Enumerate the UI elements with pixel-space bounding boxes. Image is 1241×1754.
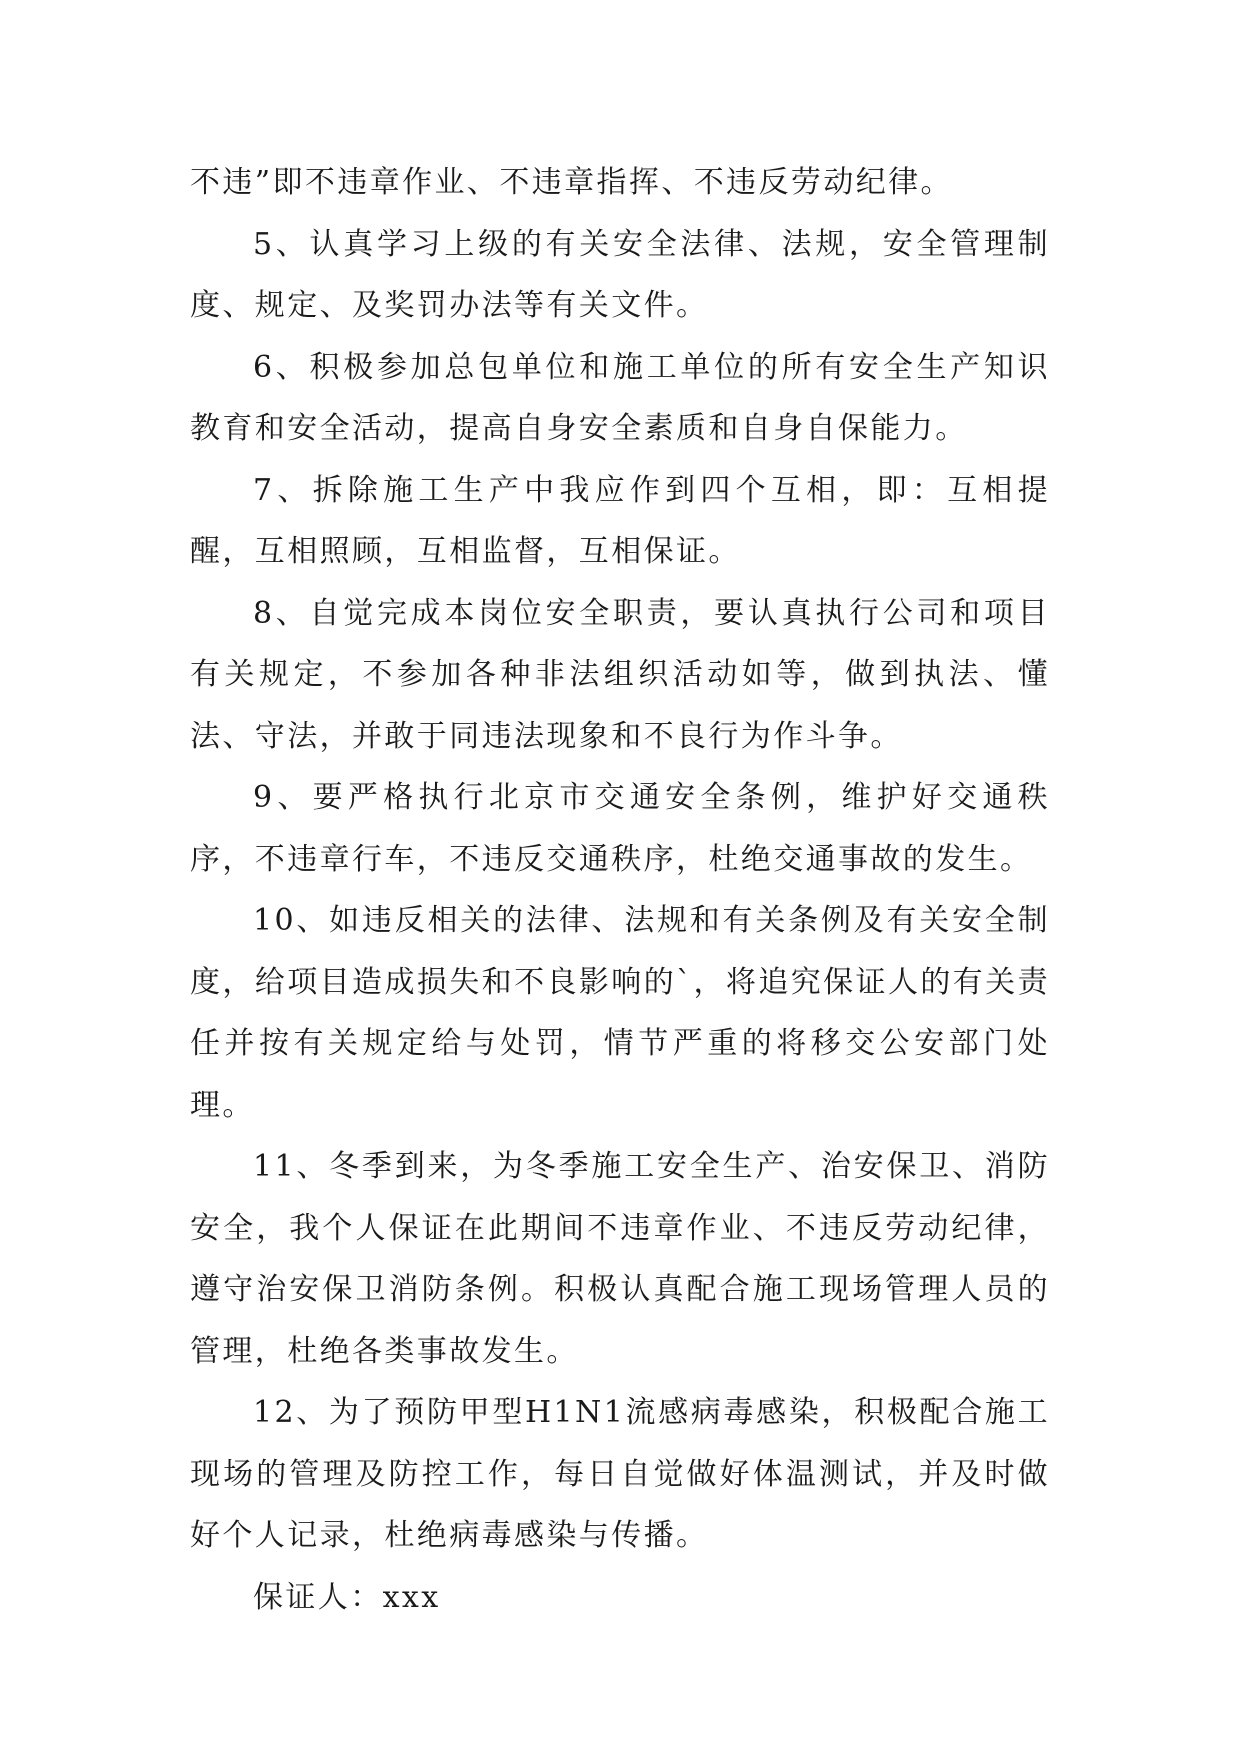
paragraph-item-12: 12、为了预防甲型H1N1流感病毒感染，积极配合施工现场的管理及防控工作，每日自觉做好体温测试，并及时做好个人记录，杜绝病毒感染与传播。 [190,1395,1050,1553]
paragraph-item-8: 8、自觉完成本岗位安全职责，要认真执行公司和项目有关规定，不参加各种非法组织活动如等，做到执法、懂法、守法，并敢于同违法现象和不良行为作斗争。 [190,595,1050,754]
paragraph-item-7: 7、拆除施工生产中我应作到四个互相，即：互相提醒，互相照顾，互相监督，互相保证。 [190,472,1050,569]
paragraph-continuation: 不违”即不违章作业、不违章指挥、不违反劳动纪律。 [190,165,953,200]
paragraph-item-6: 6、积极参加总包单位和施工单位的所有安全生产知识教育和安全活动，提高自身安全素质和自身自保能力。 [190,349,1050,446]
paragraph-item-5: 5、认真学习上级的有关安全法律、法规，安全管理制度、规定、及奖罚办法等有关文件。 [190,226,1050,323]
paragraph-item-11: 11、冬季到来，为冬季施工安全生产、治安保卫、消防安全，我个人保证在此期间不违章作业、不违反劳动纪律，遵守治安保卫消防条例。积极认真配合施工现场管理人员的管理，杜绝各类事故发生。 [190,1149,1050,1369]
paragraph-item-10: 10、如违反相关的法律、法规和有关条例及有关安全制度，给项目造成损失和不良影响的`，将追究保证人的有关责任并按有关规定给与处罚，情节严重的将移交公安部门处理。 [190,903,1050,1123]
signature-line: 保证人：xxx [253,1579,441,1615]
paragraph-item-9: 9、要严格执行北京市交通安全条例，维护好交通秩序，不违章行车，不违反交通秩序，杜绝交通事故的发生。 [190,780,1050,877]
document-body [190,152,1050,1628]
